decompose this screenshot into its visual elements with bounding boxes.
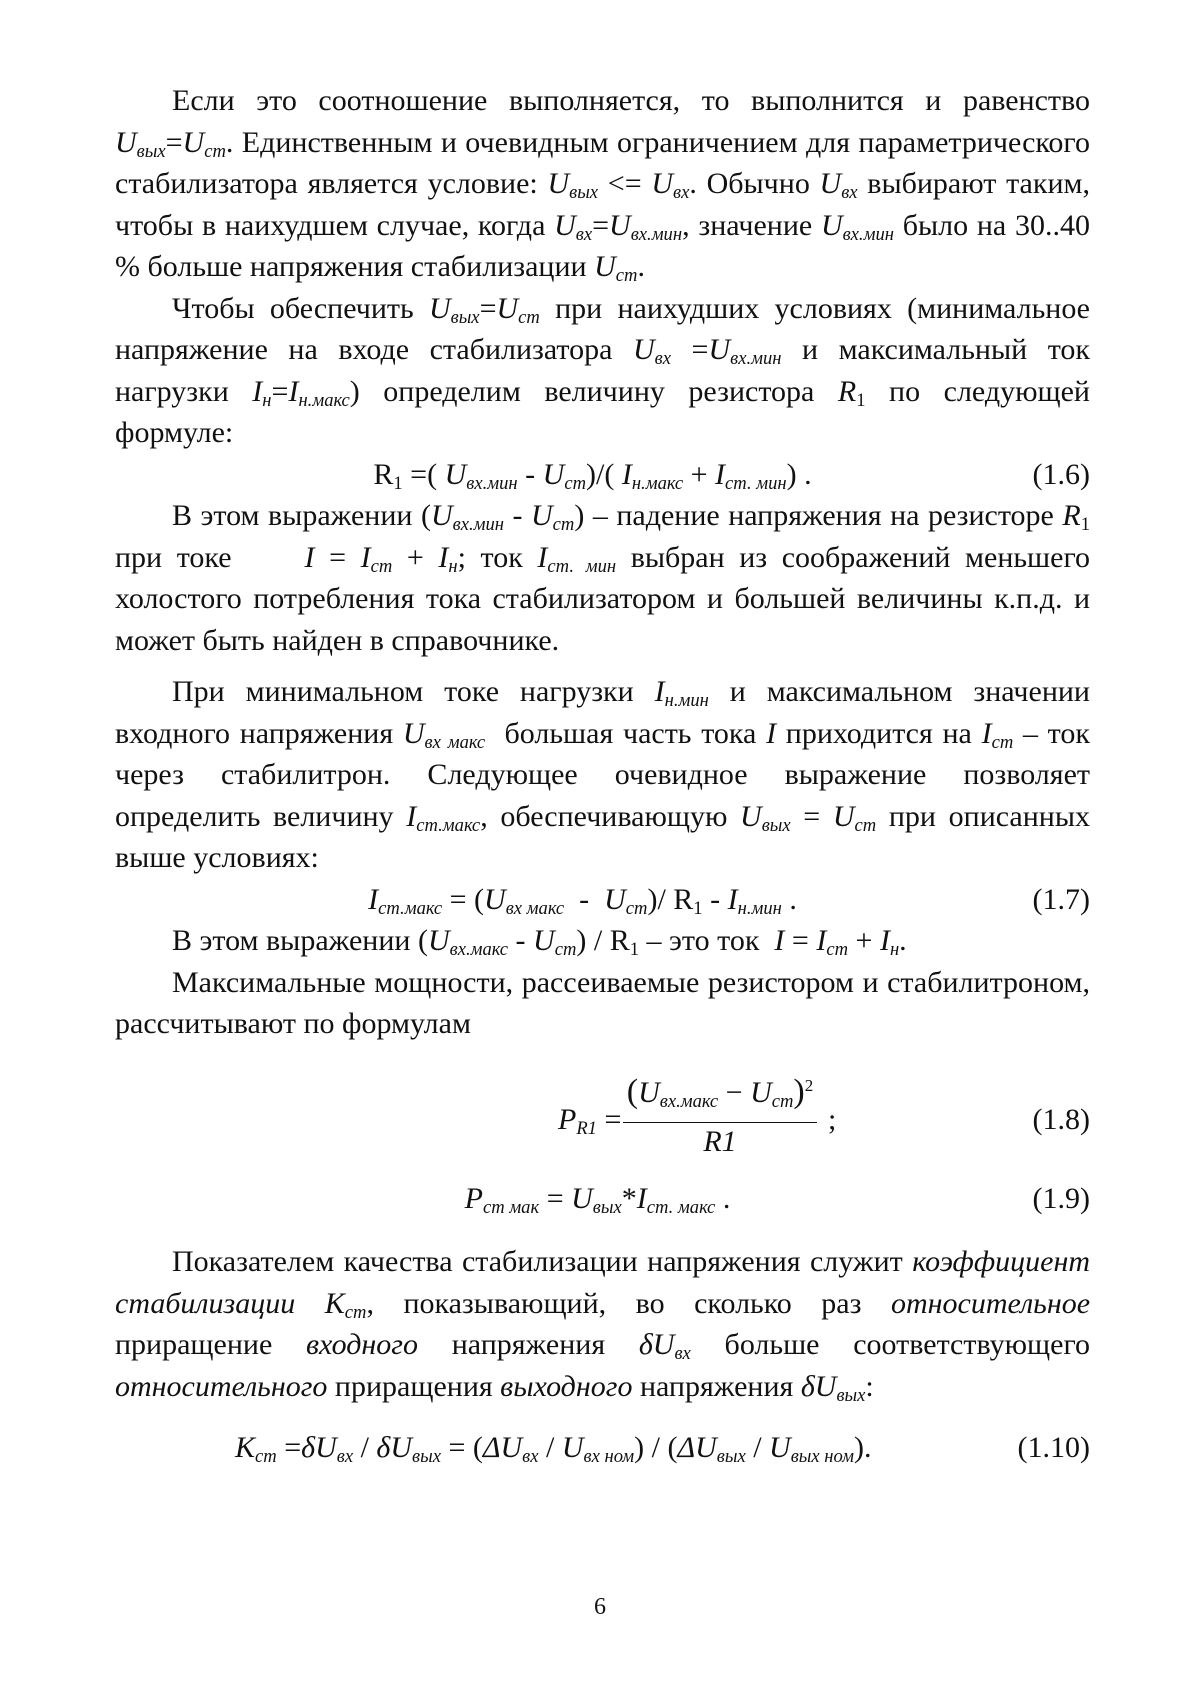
equation-number: (1.8): [1032, 1102, 1090, 1136]
equation-1-9: $P_{ст мак} = U_{вых}*I_{ст. макс}$ . (1.9): [115, 1178, 1090, 1220]
equation-1-10: $K_{ст} =\delta U_{вх} / \delta U_{вых} = (\Delta U_{вх} / U_{вх ном}) / (\Delta U_{вых} / U_{вых ном})$. (1.10): [115, 1427, 1090, 1469]
paragraph-4: При минимальном токе нагрузки $I_{н.мин}$ и максимальном значении входного напряжения $U_{вх макс}$ большая часть тока I приходится на $I_{ст}$ – ток через стабилитрон. Следующее очевидное выражение позволяет определить величину $I_{ст.макс}$, обеспечивающую $U_{вых} = U_{ст}$ при описанных выше условиях:: [115, 675, 1091, 874]
equation-1-7: $I_{ст.макс} = (U_{вх макс} - U_{ст})/$ $R_1 - I_{н.мин}$ . (1.7): [115, 879, 1090, 921]
equation-number: (1.9): [1032, 1181, 1090, 1215]
paragraph-3: В этом выражении $(U_{вх.мин} - U_{ст})$ – падение напряжения на резисторе $R_1$ при токе $I = I_{ст} + I_н$; ток $I_{ст. мин}$ выбран из соображений меньшего холостого потребления тока стабилизатором и большей величины к.п.д. и может быть найден в справочнике.: [115, 499, 1091, 657]
equation-1-8: [115, 1067, 1090, 1172]
paragraph-7: Показателем качества стабилизации напряжения служит коэффициент стабилизации $K_{ст}$, показывающий, во сколько раз относительное приращение входного напряжения $\delta U_{вх}$ больше соответствующего относительного приращения выходного напряжения $\delta U_{вых}$:: [115, 1245, 1091, 1406]
paragraph-1: Если это соотношение выполняется, то выполнится и равенство $U_{вых}=U_{ст}$. Единственным и очевидным ограничением для параметрического стабилизатора является условие: $U_{вых} <= U_{вх}$. Обычно $U_{вх}$ выбирают таким, чтобы в наихудшем случае, когда $U_{вх}=U_{вх.мин}$, значение $U_{вх.мин}$ было на 30..40 % больше напряжения стабилизации $U_{ст}$.: [115, 84, 1090, 287]
fraction-denominator: R1: [703, 1124, 737, 1158]
page-body: [115, 80, 1090, 1469]
equation-number: (1.6): [1032, 457, 1090, 491]
equation-number: (1.10): [1017, 1431, 1090, 1464]
page-number: 6: [594, 1594, 606, 1620]
fraction: $P_{R1}$ = $(U_{вх.макс} - U_{ст})^2$ R1 ;: [558, 1072, 837, 1158]
paragraph-5: В этом выражении $(U_{вх.макс} - U_{ст}) / R_1$ – это ток $I = I_{ст} + I_н$.: [172, 924, 907, 961]
equation-1-6: $R_1$ =( $U_{вх.мин} - U_{ст})/$( $I_{н.макс} + I_{ст. мин}$) . (1.6): [115, 454, 1090, 496]
paragraph-2: Чтобы обеспечить $U_{вых}=U_{ст}$ при наихудших условиях (минимальное напряжение на входе стабилизатора $U_{вх} =U_{вх.мин}$ и максимальный ток нагрузки $I_н=I_{н.макс}$) определим величину резистора $R_1$ по следующей формуле:: [115, 291, 1090, 449]
paragraph-6: Максимальные мощности, рассеиваемые резистором и стабилитроном, рассчитывают по формулам: [115, 965, 1090, 1040]
equation-number: (1.7): [1032, 882, 1090, 916]
fraction-bar: [623, 1122, 817, 1123]
